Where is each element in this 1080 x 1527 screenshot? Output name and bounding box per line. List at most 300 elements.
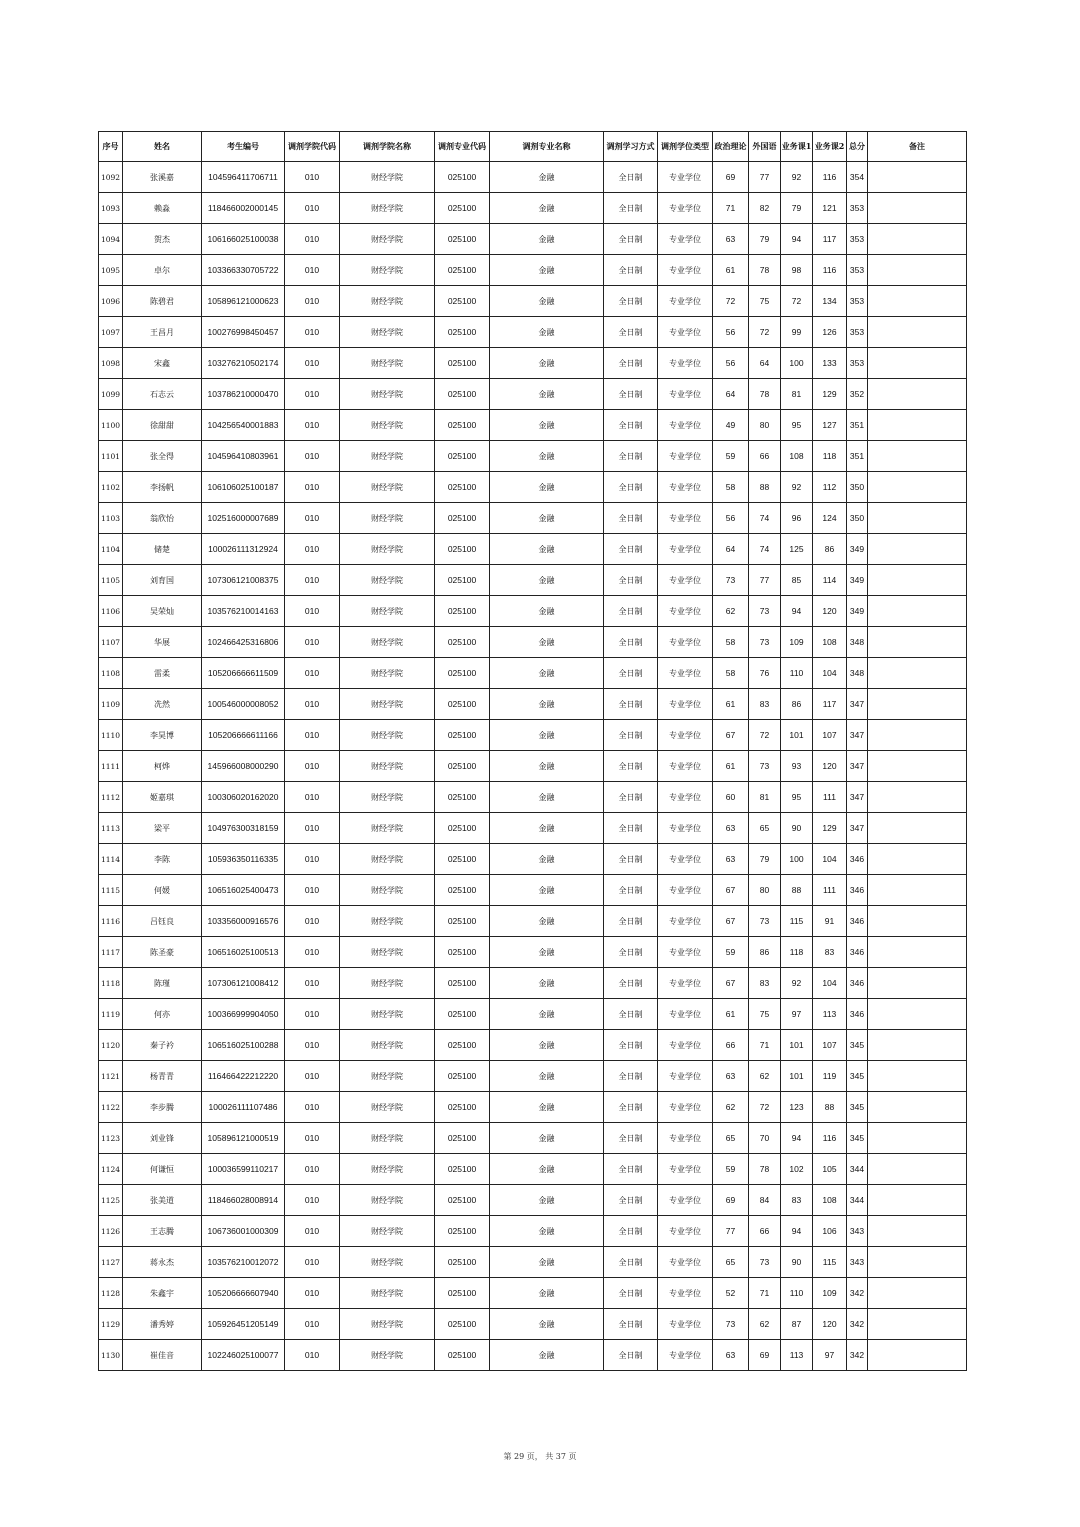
degree-type-cell: 专业学位	[658, 751, 713, 782]
foreign-language-score-cell: 76	[749, 658, 781, 689]
remarks-cell	[868, 1309, 967, 1340]
major-name-cell: 金融	[490, 1061, 604, 1092]
seq-cell: 1121	[99, 1061, 123, 1092]
name-cell: 崔佳音	[123, 1340, 202, 1371]
course2-score-cell: 126	[813, 317, 847, 348]
seq-cell: 1096	[99, 286, 123, 317]
college-name-cell: 财经学院	[340, 534, 435, 565]
name-cell: 雷柔	[123, 658, 202, 689]
total-score-cell: 350	[847, 472, 868, 503]
table-row	[99, 224, 967, 255]
course1-score-cell: 108	[781, 441, 813, 472]
total-score-cell: 346	[847, 968, 868, 999]
college-code-cell: 010	[285, 224, 340, 255]
degree-type-cell: 专业学位	[658, 720, 713, 751]
course1-score-cell: 94	[781, 1216, 813, 1247]
study-mode-cell: 全日制	[604, 1309, 658, 1340]
college-code-cell: 010	[285, 1092, 340, 1123]
candidate-id-cell: 103276210502174	[202, 348, 285, 379]
candidate-id-cell: 100546000008052	[202, 689, 285, 720]
seq-cell: 1101	[99, 441, 123, 472]
major-code-cell: 025100	[435, 968, 490, 999]
name-cell: 徐甜甜	[123, 410, 202, 441]
foreign-language-score-cell: 83	[749, 689, 781, 720]
study-mode-cell: 全日制	[604, 565, 658, 596]
candidate-id-cell: 106166025100038	[202, 224, 285, 255]
major-code-cell: 025100	[435, 782, 490, 813]
major-code-cell: 025100	[435, 689, 490, 720]
seq-cell: 1119	[99, 999, 123, 1030]
foreign-language-score-cell: 73	[749, 1247, 781, 1278]
total-score-cell: 352	[847, 379, 868, 410]
course1-score-cell: 109	[781, 627, 813, 658]
college-name-cell: 财经学院	[340, 1061, 435, 1092]
course2-score-cell: 120	[813, 596, 847, 627]
college-name-cell: 财经学院	[340, 875, 435, 906]
course1-score-cell: 86	[781, 689, 813, 720]
remarks-cell	[868, 441, 967, 472]
course1-score-cell: 83	[781, 1185, 813, 1216]
remarks-cell	[868, 627, 967, 658]
college-name-cell: 财经学院	[340, 658, 435, 689]
degree-type-cell: 专业学位	[658, 317, 713, 348]
name-cell: 何媛	[123, 875, 202, 906]
table-row	[99, 782, 967, 813]
politics-score-cell: 61	[713, 999, 749, 1030]
name-cell: 张溪嘉	[123, 162, 202, 193]
column-header: 业务课1	[781, 132, 813, 162]
remarks-cell	[868, 1030, 967, 1061]
politics-score-cell: 56	[713, 348, 749, 379]
total-score-cell: 353	[847, 348, 868, 379]
candidate-id-cell: 107306121008412	[202, 968, 285, 999]
seq-cell: 1123	[99, 1123, 123, 1154]
remarks-cell	[868, 472, 967, 503]
foreign-language-score-cell: 78	[749, 255, 781, 286]
politics-score-cell: 62	[713, 1092, 749, 1123]
college-code-cell: 010	[285, 472, 340, 503]
college-name-cell: 财经学院	[340, 751, 435, 782]
foreign-language-score-cell: 73	[749, 596, 781, 627]
remarks-cell	[868, 193, 967, 224]
foreign-language-score-cell: 72	[749, 720, 781, 751]
course2-score-cell: 115	[813, 1247, 847, 1278]
college-code-cell: 010	[285, 1030, 340, 1061]
course2-score-cell: 86	[813, 534, 847, 565]
name-cell: 赖淼	[123, 193, 202, 224]
course1-score-cell: 94	[781, 224, 813, 255]
name-cell: 何亦	[123, 999, 202, 1030]
college-name-cell: 财经学院	[340, 410, 435, 441]
course2-score-cell: 117	[813, 224, 847, 255]
politics-score-cell: 63	[713, 1340, 749, 1371]
name-cell: 李陈	[123, 844, 202, 875]
college-name-cell: 财经学院	[340, 193, 435, 224]
total-score-cell: 344	[847, 1185, 868, 1216]
college-name-cell: 财经学院	[340, 1340, 435, 1371]
name-cell: 柯烨	[123, 751, 202, 782]
header-row	[99, 132, 967, 162]
table-row	[99, 1154, 967, 1185]
major-name-cell: 金融	[490, 1123, 604, 1154]
total-score-cell: 353	[847, 224, 868, 255]
course2-score-cell: 134	[813, 286, 847, 317]
seq-cell: 1128	[99, 1278, 123, 1309]
total-score-cell: 342	[847, 1278, 868, 1309]
remarks-cell	[868, 410, 967, 441]
course1-score-cell: 95	[781, 410, 813, 441]
college-code-cell: 010	[285, 906, 340, 937]
degree-type-cell: 专业学位	[658, 906, 713, 937]
college-name-cell: 财经学院	[340, 937, 435, 968]
candidate-id-cell: 100036599110217	[202, 1154, 285, 1185]
college-name-cell: 财经学院	[340, 1154, 435, 1185]
name-cell: 储楚	[123, 534, 202, 565]
table-row	[99, 906, 967, 937]
college-name-cell: 财经学院	[340, 906, 435, 937]
major-name-cell: 金融	[490, 844, 604, 875]
foreign-language-score-cell: 74	[749, 503, 781, 534]
course1-score-cell: 125	[781, 534, 813, 565]
degree-type-cell: 专业学位	[658, 1309, 713, 1340]
college-code-cell: 010	[285, 782, 340, 813]
major-code-cell: 025100	[435, 658, 490, 689]
name-cell: 张全得	[123, 441, 202, 472]
column-header: 调剂学院代码	[285, 132, 340, 162]
degree-type-cell: 专业学位	[658, 1247, 713, 1278]
politics-score-cell: 58	[713, 472, 749, 503]
table-row	[99, 999, 967, 1030]
major-name-cell: 金融	[490, 906, 604, 937]
candidate-id-cell: 105206666607940	[202, 1278, 285, 1309]
major-code-cell: 025100	[435, 813, 490, 844]
politics-score-cell: 66	[713, 1030, 749, 1061]
college-name-cell: 财经学院	[340, 720, 435, 751]
name-cell: 刘业锋	[123, 1123, 202, 1154]
total-score-cell: 345	[847, 1092, 868, 1123]
candidate-id-cell: 105206666611509	[202, 658, 285, 689]
foreign-language-score-cell: 74	[749, 534, 781, 565]
college-name-cell: 财经学院	[340, 1092, 435, 1123]
name-cell: 陈圣豪	[123, 937, 202, 968]
candidate-id-cell: 106516025100513	[202, 937, 285, 968]
candidate-id-cell: 106736001000309	[202, 1216, 285, 1247]
major-name-cell: 金融	[490, 627, 604, 658]
remarks-cell	[868, 906, 967, 937]
remarks-cell	[868, 937, 967, 968]
total-score-cell: 346	[847, 937, 868, 968]
seq-cell: 1094	[99, 224, 123, 255]
major-name-cell: 金融	[490, 875, 604, 906]
seq-cell: 1093	[99, 193, 123, 224]
foreign-language-score-cell: 71	[749, 1030, 781, 1061]
college-code-cell: 010	[285, 534, 340, 565]
seq-cell: 1098	[99, 348, 123, 379]
degree-type-cell: 专业学位	[658, 503, 713, 534]
degree-type-cell: 专业学位	[658, 627, 713, 658]
major-name-cell: 金融	[490, 1154, 604, 1185]
major-name-cell: 金融	[490, 720, 604, 751]
college-code-cell: 010	[285, 286, 340, 317]
politics-score-cell: 59	[713, 441, 749, 472]
seq-cell: 1118	[99, 968, 123, 999]
college-code-cell: 010	[285, 968, 340, 999]
college-name-cell: 财经学院	[340, 1247, 435, 1278]
major-code-cell: 025100	[435, 627, 490, 658]
table-row	[99, 689, 967, 720]
politics-score-cell: 71	[713, 193, 749, 224]
candidate-id-cell: 106516025100288	[202, 1030, 285, 1061]
name-cell: 吕钰良	[123, 906, 202, 937]
table-row	[99, 472, 967, 503]
course1-score-cell: 92	[781, 968, 813, 999]
total-score-cell: 353	[847, 317, 868, 348]
course1-score-cell: 101	[781, 720, 813, 751]
column-header: 姓名	[123, 132, 202, 162]
course2-score-cell: 120	[813, 751, 847, 782]
course1-score-cell: 99	[781, 317, 813, 348]
seq-cell: 1109	[99, 689, 123, 720]
remarks-cell	[868, 162, 967, 193]
seq-cell: 1110	[99, 720, 123, 751]
politics-score-cell: 67	[713, 875, 749, 906]
course2-score-cell: 107	[813, 720, 847, 751]
college-code-cell: 010	[285, 255, 340, 286]
college-code-cell: 010	[285, 317, 340, 348]
candidate-id-cell: 106106025100187	[202, 472, 285, 503]
table-row	[99, 1216, 967, 1247]
course1-score-cell: 87	[781, 1309, 813, 1340]
column-header: 序号	[99, 132, 123, 162]
major-code-cell: 025100	[435, 999, 490, 1030]
name-cell: 杨青青	[123, 1061, 202, 1092]
politics-score-cell: 59	[713, 1154, 749, 1185]
candidate-id-cell: 100306020162020	[202, 782, 285, 813]
politics-score-cell: 69	[713, 1185, 749, 1216]
major-code-cell: 025100	[435, 255, 490, 286]
remarks-cell	[868, 1278, 967, 1309]
name-cell: 石志云	[123, 379, 202, 410]
table-row	[99, 162, 967, 193]
candidate-id-cell: 107306121008375	[202, 565, 285, 596]
major-name-cell: 金融	[490, 1247, 604, 1278]
column-header: 调剂学习方式	[604, 132, 658, 162]
course2-score-cell: 83	[813, 937, 847, 968]
politics-score-cell: 64	[713, 534, 749, 565]
college-code-cell: 010	[285, 441, 340, 472]
major-code-cell: 025100	[435, 1154, 490, 1185]
major-code-cell: 025100	[435, 596, 490, 627]
college-name-cell: 财经学院	[340, 162, 435, 193]
remarks-cell	[868, 534, 967, 565]
candidate-id-cell: 104256540001883	[202, 410, 285, 441]
foreign-language-score-cell: 79	[749, 224, 781, 255]
seq-cell: 1112	[99, 782, 123, 813]
study-mode-cell: 全日制	[604, 1216, 658, 1247]
name-cell: 王昌月	[123, 317, 202, 348]
foreign-language-score-cell: 79	[749, 844, 781, 875]
name-cell: 陈碧君	[123, 286, 202, 317]
degree-type-cell: 专业学位	[658, 1030, 713, 1061]
total-score-cell: 345	[847, 1061, 868, 1092]
table-row	[99, 286, 967, 317]
remarks-cell	[868, 503, 967, 534]
foreign-language-score-cell: 75	[749, 286, 781, 317]
seq-cell: 1097	[99, 317, 123, 348]
study-mode-cell: 全日制	[604, 782, 658, 813]
study-mode-cell: 全日制	[604, 286, 658, 317]
degree-type-cell: 专业学位	[658, 658, 713, 689]
major-name-cell: 金融	[490, 565, 604, 596]
column-header: 业务课2	[813, 132, 847, 162]
college-code-cell: 010	[285, 596, 340, 627]
college-name-cell: 财经学院	[340, 1278, 435, 1309]
course2-score-cell: 104	[813, 968, 847, 999]
column-header: 调剂专业名称	[490, 132, 604, 162]
remarks-cell	[868, 1154, 967, 1185]
candidate-id-cell: 100276998450457	[202, 317, 285, 348]
foreign-language-score-cell: 62	[749, 1061, 781, 1092]
politics-score-cell: 64	[713, 379, 749, 410]
total-score-cell: 346	[847, 906, 868, 937]
seq-cell: 1105	[99, 565, 123, 596]
candidate-id-cell: 102466425316806	[202, 627, 285, 658]
table-row	[99, 596, 967, 627]
table-row	[99, 1061, 967, 1092]
college-name-cell: 财经学院	[340, 689, 435, 720]
column-header: 政治理论	[713, 132, 749, 162]
study-mode-cell: 全日制	[604, 1247, 658, 1278]
candidate-id-cell: 103366330705722	[202, 255, 285, 286]
total-score-cell: 343	[847, 1247, 868, 1278]
remarks-cell	[868, 1123, 967, 1154]
course1-score-cell: 118	[781, 937, 813, 968]
study-mode-cell: 全日制	[604, 379, 658, 410]
candidate-id-cell: 104976300318159	[202, 813, 285, 844]
course2-score-cell: 97	[813, 1340, 847, 1371]
politics-score-cell: 61	[713, 751, 749, 782]
politics-score-cell: 56	[713, 503, 749, 534]
seq-cell: 1113	[99, 813, 123, 844]
degree-type-cell: 专业学位	[658, 875, 713, 906]
total-score-cell: 345	[847, 1030, 868, 1061]
major-code-cell: 025100	[435, 503, 490, 534]
course1-score-cell: 115	[781, 906, 813, 937]
college-code-cell: 010	[285, 751, 340, 782]
study-mode-cell: 全日制	[604, 689, 658, 720]
candidate-id-cell: 100026111312924	[202, 534, 285, 565]
politics-score-cell: 67	[713, 906, 749, 937]
foreign-language-score-cell: 71	[749, 1278, 781, 1309]
course1-score-cell: 102	[781, 1154, 813, 1185]
table-row	[99, 627, 967, 658]
politics-score-cell: 61	[713, 689, 749, 720]
table-row	[99, 1185, 967, 1216]
study-mode-cell: 全日制	[604, 1340, 658, 1371]
total-score-cell: 349	[847, 596, 868, 627]
course1-score-cell: 92	[781, 162, 813, 193]
candidate-id-cell: 118466002000145	[202, 193, 285, 224]
study-mode-cell: 全日制	[604, 162, 658, 193]
college-code-cell: 010	[285, 875, 340, 906]
candidate-id-cell: 106516025400473	[202, 875, 285, 906]
course2-score-cell: 129	[813, 813, 847, 844]
degree-type-cell: 专业学位	[658, 379, 713, 410]
remarks-cell	[868, 1340, 967, 1371]
college-name-cell: 财经学院	[340, 317, 435, 348]
foreign-language-score-cell: 78	[749, 379, 781, 410]
college-code-cell: 010	[285, 1278, 340, 1309]
course2-score-cell: 107	[813, 1030, 847, 1061]
seq-cell: 1106	[99, 596, 123, 627]
major-name-cell: 金融	[490, 813, 604, 844]
course1-score-cell: 90	[781, 813, 813, 844]
study-mode-cell: 全日制	[604, 410, 658, 441]
study-mode-cell: 全日制	[604, 813, 658, 844]
course2-score-cell: 111	[813, 875, 847, 906]
remarks-cell	[868, 348, 967, 379]
table-row	[99, 1030, 967, 1061]
column-header: 调剂学位类型	[658, 132, 713, 162]
study-mode-cell: 全日制	[604, 1030, 658, 1061]
table-row	[99, 565, 967, 596]
foreign-language-score-cell: 62	[749, 1309, 781, 1340]
politics-score-cell: 63	[713, 224, 749, 255]
course2-score-cell: 108	[813, 627, 847, 658]
major-name-cell: 金融	[490, 1092, 604, 1123]
admission-adjustment-table	[98, 131, 967, 1371]
name-cell: 梁平	[123, 813, 202, 844]
major-name-cell: 金融	[490, 1340, 604, 1371]
total-score-cell: 342	[847, 1309, 868, 1340]
remarks-cell	[868, 286, 967, 317]
seq-cell: 1116	[99, 906, 123, 937]
table-row	[99, 937, 967, 968]
college-code-cell: 010	[285, 844, 340, 875]
foreign-language-score-cell: 80	[749, 410, 781, 441]
major-name-cell: 金融	[490, 224, 604, 255]
major-code-cell: 025100	[435, 937, 490, 968]
study-mode-cell: 全日制	[604, 441, 658, 472]
major-code-cell: 025100	[435, 1123, 490, 1154]
college-code-cell: 010	[285, 1309, 340, 1340]
foreign-language-score-cell: 73	[749, 906, 781, 937]
college-code-cell: 010	[285, 658, 340, 689]
remarks-cell	[868, 968, 967, 999]
college-name-cell: 财经学院	[340, 1309, 435, 1340]
foreign-language-score-cell: 72	[749, 317, 781, 348]
major-name-cell: 金融	[490, 503, 604, 534]
major-name-cell: 金融	[490, 317, 604, 348]
politics-score-cell: 58	[713, 658, 749, 689]
name-cell: 贺杰	[123, 224, 202, 255]
remarks-cell	[868, 844, 967, 875]
total-score-cell: 351	[847, 441, 868, 472]
table-row	[99, 1278, 967, 1309]
college-name-cell: 财经学院	[340, 565, 435, 596]
college-code-cell: 010	[285, 1247, 340, 1278]
candidate-id-cell: 116466422212220	[202, 1061, 285, 1092]
study-mode-cell: 全日制	[604, 348, 658, 379]
major-code-cell: 025100	[435, 844, 490, 875]
table-row	[99, 317, 967, 348]
major-name-cell: 金融	[490, 1309, 604, 1340]
total-score-cell: 351	[847, 410, 868, 441]
candidate-id-cell: 103576210012072	[202, 1247, 285, 1278]
course1-score-cell: 92	[781, 472, 813, 503]
college-name-cell: 财经学院	[340, 999, 435, 1030]
study-mode-cell: 全日制	[604, 937, 658, 968]
